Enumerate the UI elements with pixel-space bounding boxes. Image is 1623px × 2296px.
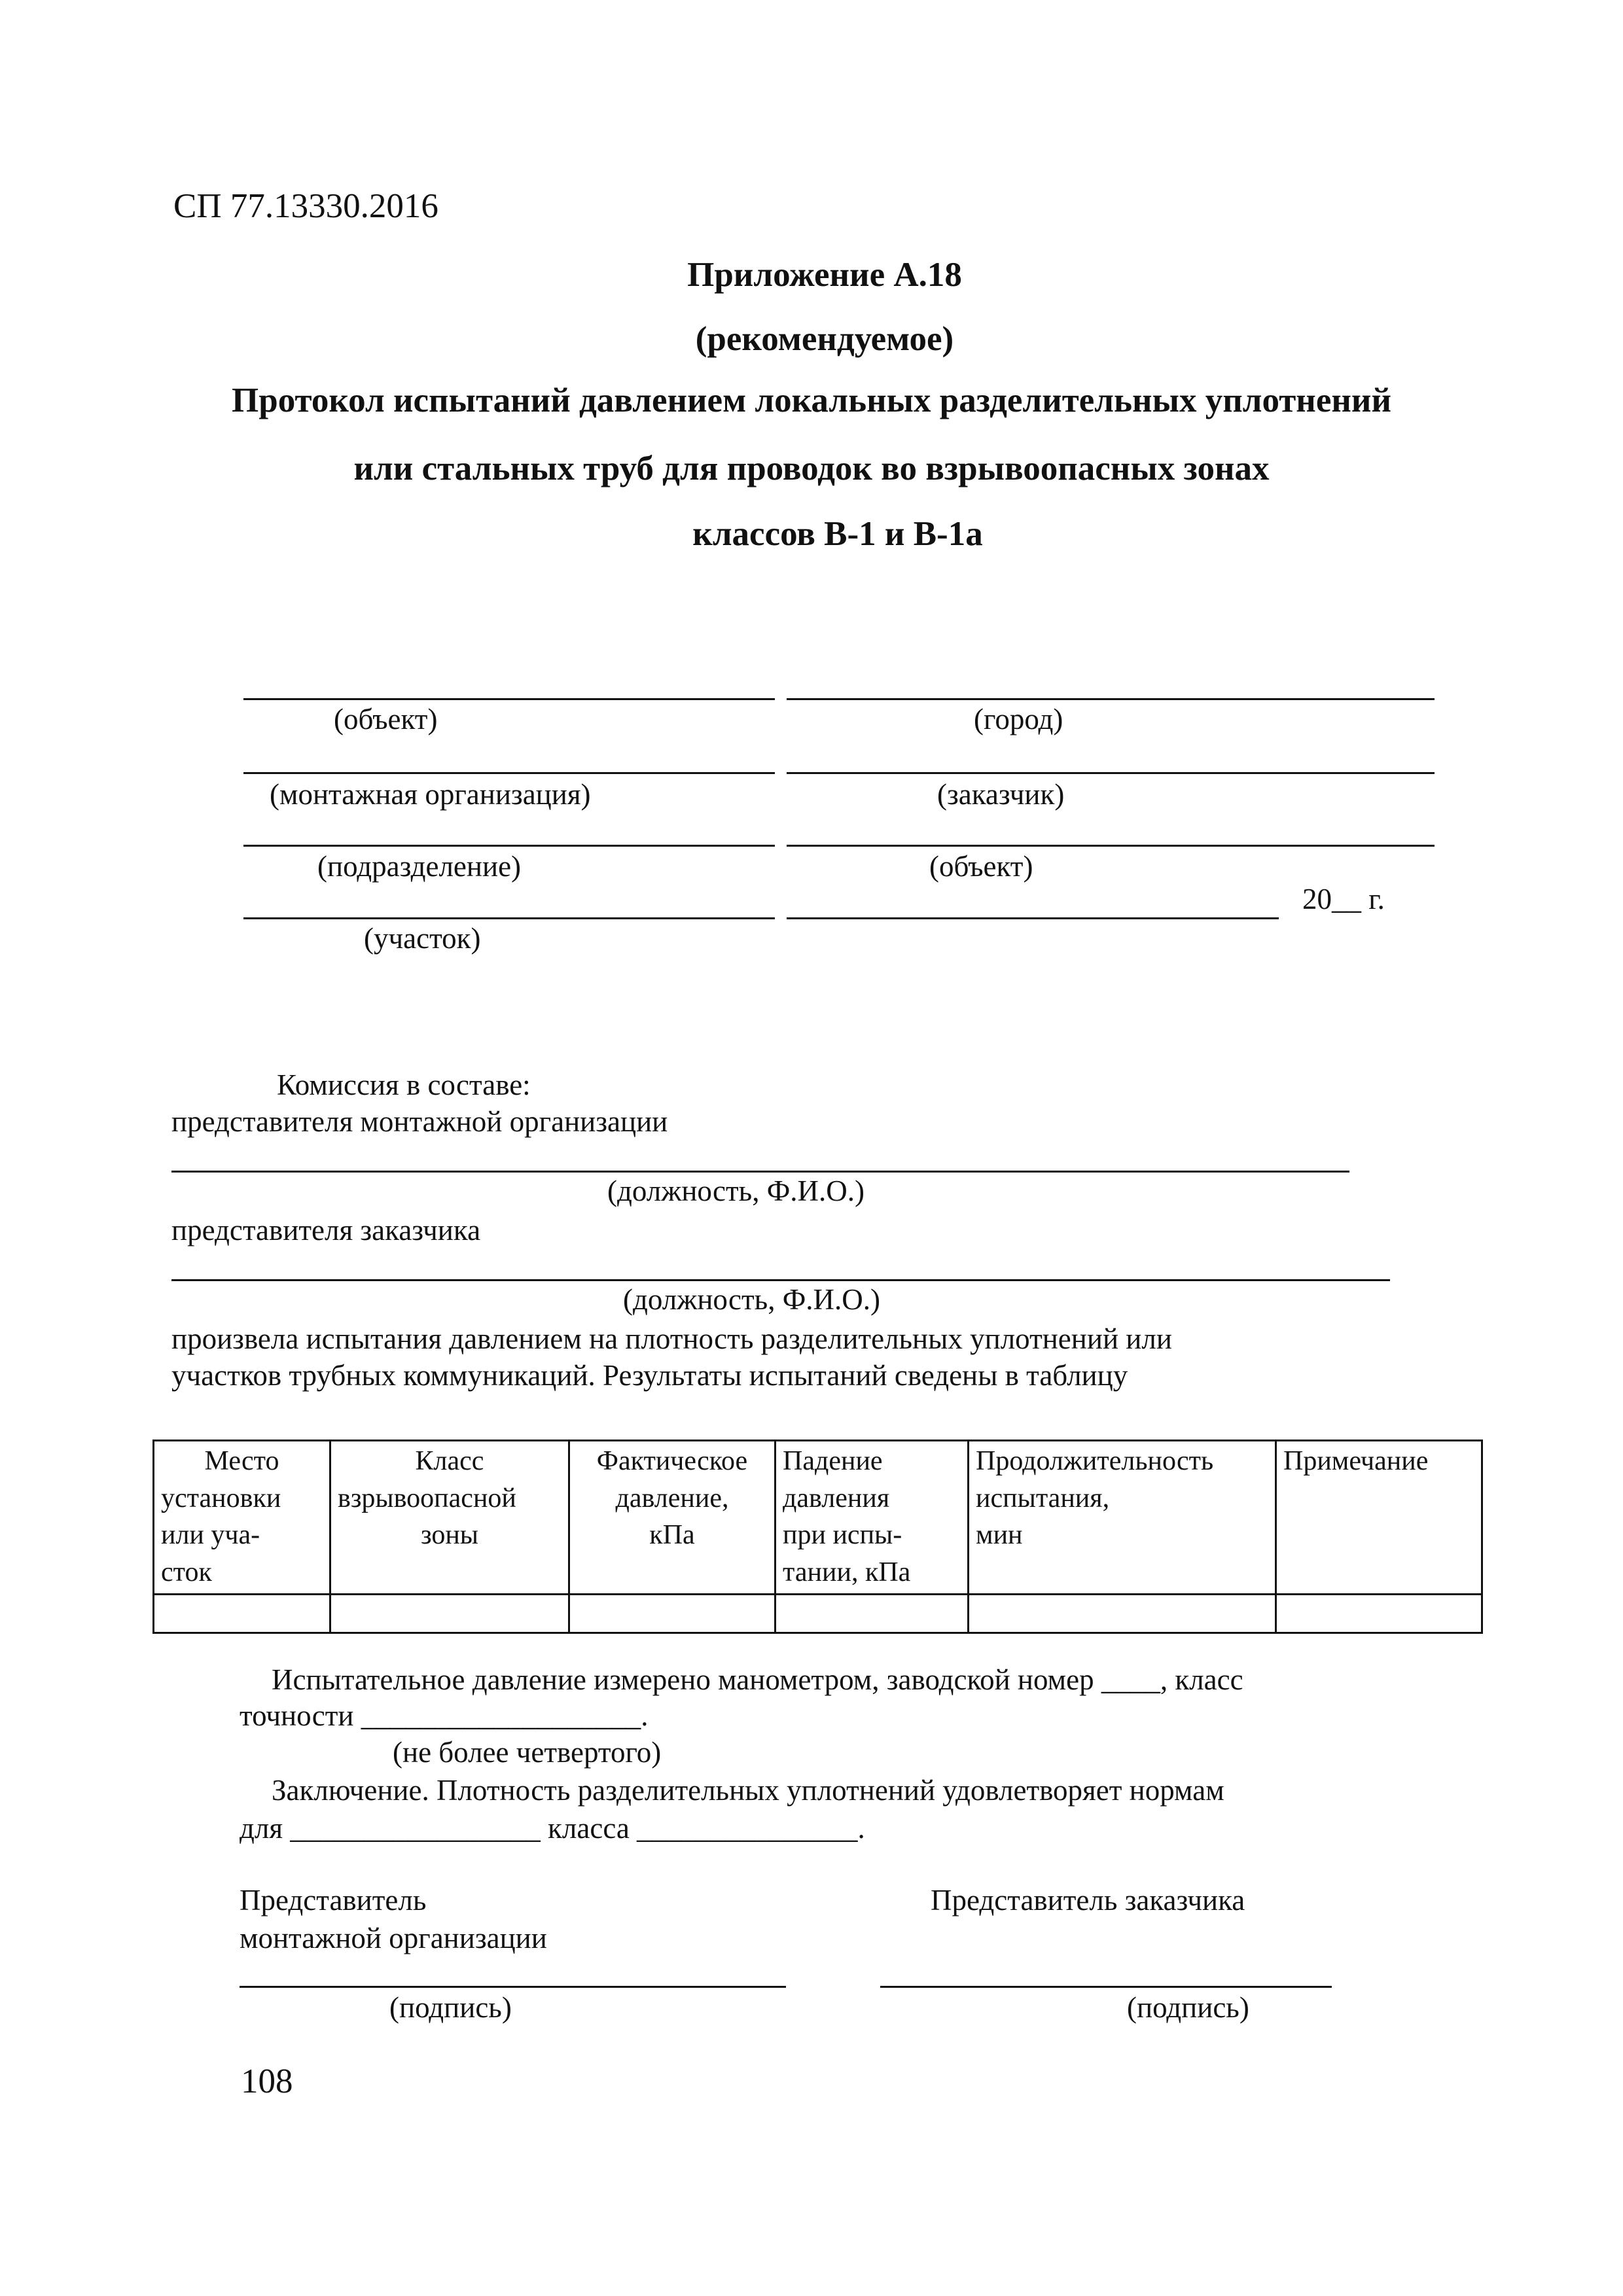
header-zone-class: Класс взрывоопасной зоны [330, 1441, 569, 1595]
protocol-title-line-2: или стальных труб для проводок во взрывоопасных зонах [353, 450, 1270, 487]
conclusion-line-1: Заключение. Плотность разделительных уплотнений удовлетворяет нормам [272, 1774, 1224, 1807]
position-name-label-2: (должность, Ф.И.О.) [623, 1283, 880, 1316]
signature-label-left: (подпись) [389, 1991, 512, 2024]
table-cell[interactable] [154, 1595, 330, 1633]
date-line[interactable] [787, 917, 1279, 919]
commission-text-line-1: произвела испытания давлением на плотность разделительных уплотнений или [171, 1322, 1172, 1355]
installer-rep-line[interactable] [171, 1171, 1349, 1173]
signature-line-right[interactable] [880, 1986, 1332, 1988]
object-label: (объект) [334, 703, 438, 735]
customer-line[interactable] [787, 772, 1435, 774]
section-line[interactable] [243, 917, 775, 919]
measurement-line-2: точности ___________________. [240, 1699, 649, 1732]
table-cell[interactable] [330, 1595, 569, 1633]
object-right-line[interactable] [787, 845, 1435, 847]
page-number: 108 [241, 2062, 293, 2100]
table-header-row [154, 1441, 1482, 1595]
table-cell[interactable] [776, 1595, 969, 1633]
date-text: 20__ г. [1302, 883, 1385, 915]
accuracy-note: (не более четвертого) [393, 1736, 662, 1769]
installer-rep-text: представителя монтажной организации [171, 1105, 668, 1138]
object-right-label: (объект) [929, 850, 1033, 883]
protocol-title-line-3: классов В-1 и В-1а [692, 515, 983, 553]
section-label: (участок) [364, 922, 481, 955]
signature-line-left[interactable] [240, 1986, 786, 1988]
customer-rep-title: Представитель заказчика [931, 1884, 1245, 1916]
table-cell[interactable] [969, 1595, 1276, 1633]
signature-label-right: (подпись) [1127, 1991, 1249, 2024]
header-location: Место установки или уча- сток [154, 1441, 330, 1595]
table-row [154, 1595, 1482, 1633]
table-cell[interactable] [569, 1595, 776, 1633]
appendix-status: (рекомендуемое) [695, 320, 954, 358]
city-label: (город) [974, 703, 1063, 735]
protocol-title-line-1: Протокол испытаний давлением локальных разделительных уплотнений [232, 381, 1391, 419]
position-name-label-1: (должность, Ф.И.О.) [607, 1174, 865, 1207]
appendix-title: Приложение А.18 [687, 256, 962, 294]
measurement-line-1: Испытательное давление измерено манометром, заводской номер ____, класс [272, 1663, 1243, 1696]
results-table [152, 1439, 1483, 1634]
object-line[interactable] [243, 698, 775, 700]
header-duration: Продолжительность испытания, мин [969, 1441, 1276, 1595]
customer-label: (заказчик) [937, 778, 1065, 811]
installer-rep-title-line-1: Представитель [240, 1884, 427, 1916]
commission-intro: Комиссия в составе: [277, 1069, 531, 1101]
installer-org-line[interactable] [243, 772, 775, 774]
table-cell[interactable] [1276, 1595, 1482, 1633]
header-pressure-drop: Падение давления при испы- тании, кПа [776, 1441, 969, 1595]
header-actual-pressure: Фактическое давление, кПа [569, 1441, 776, 1595]
subdivision-label: (подразделение) [317, 850, 522, 883]
installer-org-label: (монтажная организация) [270, 778, 591, 811]
customer-rep-text: представителя заказчика [171, 1214, 481, 1246]
document-code: СП 77.13330.2016 [173, 187, 438, 225]
conclusion-line-2: для _________________ класса _______________. [240, 1812, 865, 1845]
subdivision-line[interactable] [243, 845, 775, 847]
header-note: Примечание [1276, 1441, 1482, 1595]
customer-rep-line[interactable] [171, 1279, 1390, 1281]
installer-rep-title-line-2: монтажной организации [240, 1922, 547, 1954]
city-line[interactable] [787, 698, 1435, 700]
commission-text-line-2: участков трубных коммуникаций. Результаты испытаний сведены в таблицу [171, 1359, 1128, 1392]
